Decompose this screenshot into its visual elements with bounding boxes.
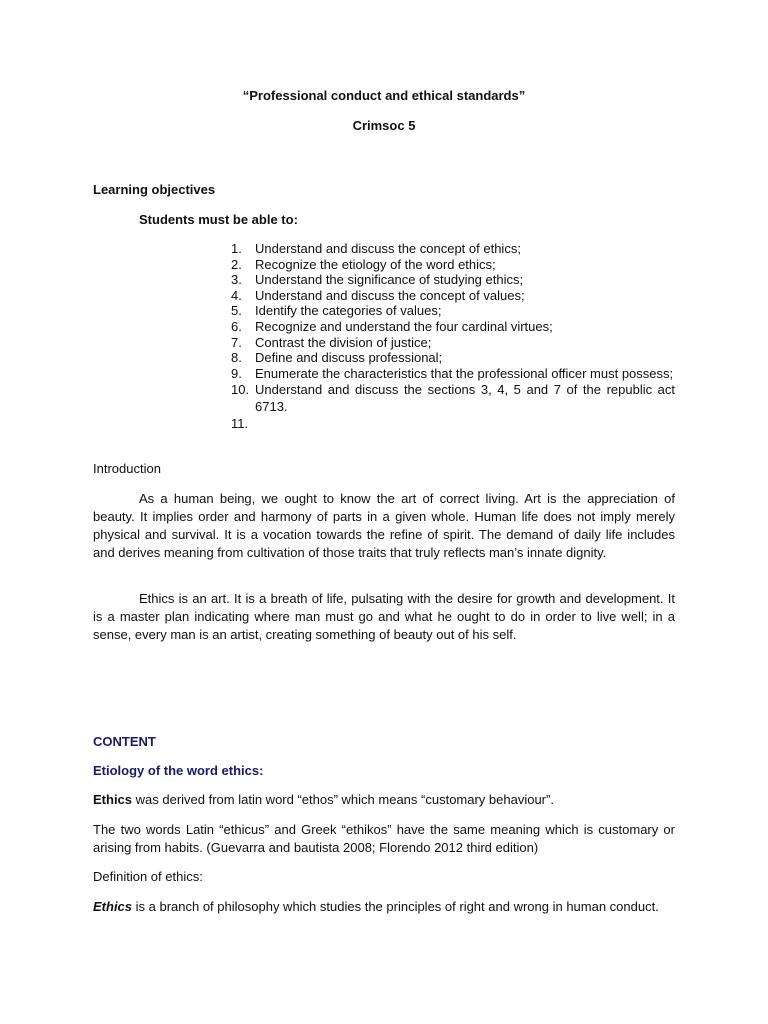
list-item: [231, 335, 675, 351]
etiology-heading: Etiology of the word ethics:: [93, 763, 264, 778]
objectives-intro: Students must be able to:: [139, 212, 298, 227]
list-text: Enumerate the characteristics that the professional officer must possess;: [255, 365, 674, 381]
list-text: Understand the significance of studying ethics;: [255, 272, 524, 288]
list-text: Understand and discuss the concept of ethics;: [255, 241, 521, 256]
list-item: [231, 350, 675, 366]
ethics-term: Ethics: [93, 792, 133, 807]
ethics-derivation: [93, 791, 675, 809]
list-item: [231, 303, 675, 319]
list-number: 1.: [231, 241, 242, 256]
list-text: Recognize the etiology of the word ethics;: [255, 256, 496, 272]
list-number: 9.: [231, 365, 242, 381]
list-number: 6.: [231, 318, 242, 334]
list-number: 3.: [231, 272, 242, 288]
intro-paragraph-1: As a human being, we ought to know the art of correct living. Art is the appreciation of beauty. It implies order and harmony of parts in a given whole. Human life does not imply merely physical and survival. It is a vocation towards the refine of spirit. The demand of daily life includes and derives meaning from cultivation of those traits that truly reflects man’s innate dignity.: [93, 491, 675, 560]
list-text: Define and discuss professional;: [255, 350, 443, 366]
list-item: [231, 272, 675, 288]
list-text: Understand and discuss the sections 3, 4, 5 and 7 of the republic act 6713.: [255, 382, 675, 415]
objectives-list: [231, 241, 675, 432]
list-number: 8.: [231, 350, 242, 366]
ethics-definition-text: is a branch of philosophy which studies the principles of right and wrong in human conduct.: [132, 899, 659, 914]
introduction-heading: Introduction: [93, 461, 161, 476]
document-subtitle: Crimsoc 5: [352, 118, 416, 133]
list-text: Recognize and understand the four cardinal virtues;: [255, 318, 553, 334]
definition-label: Definition of ethics:: [93, 869, 203, 884]
intro-paragraph-2: Ethics is an art. It is a breath of life, pulsating with the desire for growth and development. It is a master plan indicating where man must go and what he ought to do in order to live well; in a sense, every man is an artist, creating something of beauty out of his self.: [93, 591, 675, 642]
list-number: 2.: [231, 256, 242, 272]
list-item: [231, 241, 675, 257]
ethics-term-italic: Ethics: [93, 899, 133, 914]
list-item: [231, 288, 675, 304]
list-number: 7.: [231, 334, 242, 350]
document-title: “Professional conduct and ethical standards”: [242, 88, 526, 103]
list-number: 11.: [231, 416, 249, 432]
list-number: 10.: [231, 382, 250, 398]
list-item: [231, 319, 675, 335]
list-item: [231, 257, 675, 273]
list-number: 5.: [231, 303, 242, 319]
list-text: Contrast the division of justice;: [255, 334, 432, 350]
two-words-paragraph: The two words Latin “ethicus” and Greek “ethikos” have the same meaning which is customary or arising from habits. (Guevarra and bautista 2008; Florendo 2012 third edition): [93, 822, 675, 855]
list-item: [231, 366, 675, 382]
ethics-derivation-text: was derived from latin word “ethos” which means “customary behaviour”.: [132, 792, 554, 807]
objectives-heading: Learning objectives: [93, 182, 216, 197]
ethics-definition: [93, 898, 675, 916]
list-text: Identify the categories of values;: [255, 303, 442, 319]
list-number: 4.: [231, 287, 242, 303]
list-text: Understand and discuss the concept of values;: [255, 287, 525, 303]
list-item: [231, 381, 675, 415]
content-heading: CONTENT: [93, 734, 156, 749]
